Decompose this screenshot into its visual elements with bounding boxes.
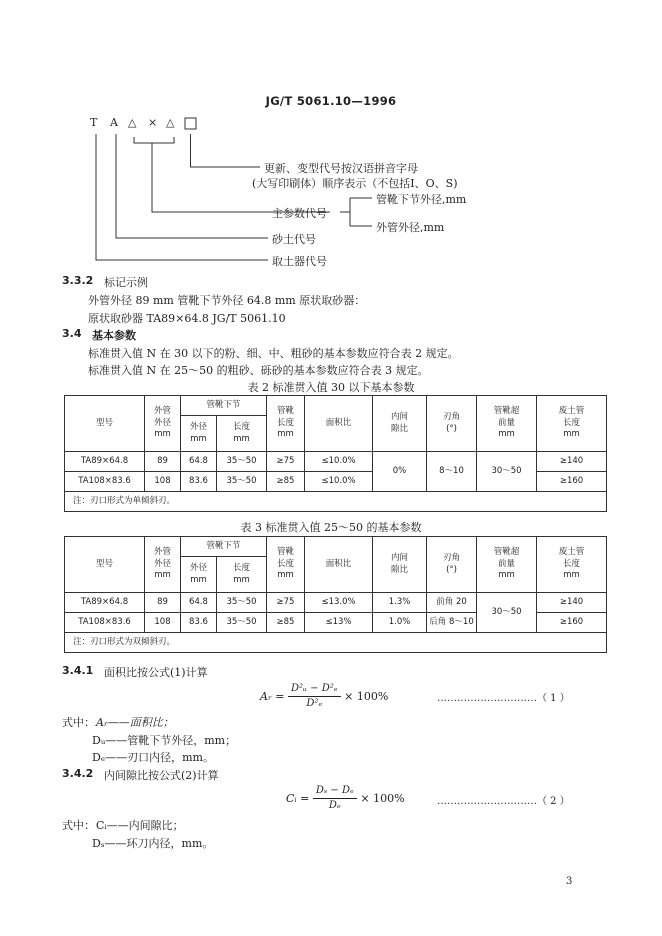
where-label-2: 式中： [62, 819, 95, 832]
table3-header-model: 型号 [65, 537, 145, 593]
definition-area-ratio: Aᵣ——面积比； [96, 716, 174, 729]
table2 [64, 395, 607, 512]
table-cell: 89 [145, 452, 181, 472]
table3-header-adv: 管靴超 前量 mm [477, 537, 537, 593]
code-times: × [148, 116, 158, 129]
table2-header-inner: 内间 隙比 [373, 396, 427, 452]
label-update-line2: (大写印刷体）顺序表示（不包括Ⅰ、O、S) [252, 177, 458, 190]
table2-header-outer: 外管 外径 mm [145, 396, 181, 452]
section-number-3-4: 3.4 [62, 327, 82, 340]
table-cell: 64.8 [181, 452, 217, 472]
table2-header-adv: 管靴超 前量 mm [477, 396, 537, 452]
section-number-3-4-1: 3.4.1 [62, 664, 94, 677]
table-cell: 83.6 [181, 472, 217, 492]
section-number-3-3-2: 3.3.2 [62, 274, 94, 287]
section-title-3-4-2: 内间隙比按公式(2)计算 [104, 769, 219, 782]
definition-edge-id: Dₑ——刃口内径，mm。 [92, 751, 214, 764]
formula-1-numerator: D²ᵤ − D²ₑ [288, 682, 341, 697]
definition-shoe-od: Dᵤ——管靴下节外径，mm； [92, 734, 237, 747]
table2-header-area: 面积比 [305, 396, 373, 452]
label-main-param: 主参数代号 [272, 207, 327, 220]
table-cell: 1.3% [373, 593, 427, 613]
table-cell: ≥160 [537, 472, 607, 492]
table-cell: 1.0% [373, 613, 427, 633]
code-structure-diagram [0, 0, 662, 290]
table-cell: 64.8 [181, 593, 217, 613]
table3 [64, 536, 607, 653]
code-triangle-2: △ [166, 116, 175, 129]
table-cell: 0% [373, 452, 427, 492]
table3-note: 注：刃口形式为双倾斜刃。 [65, 633, 607, 653]
table2-header-model: 型号 [65, 396, 145, 452]
table-cell: 108 [145, 613, 181, 633]
params-line1: 标准贯入值 N 在 30 以下的粉、细、中、粗砂的基本参数应符合表 2 规定。 [88, 347, 459, 360]
table3-header-shoe-od: 外径 mm [181, 557, 217, 593]
update-code-box [185, 118, 196, 129]
table-cell: ≥85 [267, 472, 305, 492]
table3-header-inner: 内间 隙比 [373, 537, 427, 593]
table-cell: 前角 20 [427, 593, 477, 613]
table-cell: 30～50 [477, 452, 537, 492]
table-cell: TA108×83.6 [65, 613, 145, 633]
formula-2-numerator: Dₛ − Dₑ [313, 784, 357, 799]
section-number-3-4-2: 3.4.2 [62, 767, 94, 780]
equation-number-1: …………………………（ 1 ） [437, 693, 570, 704]
formula-1-lhs: Aᵣ = [260, 690, 285, 703]
formula-1-rhs: × 100% [344, 690, 389, 703]
where-label-1: 式中： [62, 716, 95, 729]
table3-header-shoe-len: 长度 mm [217, 557, 267, 593]
label-sand-code: 砂土代号 [272, 233, 316, 246]
table-cell: TA89×64.8 [65, 452, 145, 472]
table-cell: ≤10.0% [305, 452, 373, 472]
table3-header-area: 面积比 [305, 537, 373, 593]
table-cell: 35～50 [217, 452, 267, 472]
table2-header-shoe-od: 外径 mm [181, 416, 217, 452]
definition-inner-gap: Cᵢ——内间隙比； [96, 819, 184, 832]
table-cell: 后角 8～10 [427, 613, 477, 633]
table-cell: TA89×64.8 [65, 593, 145, 613]
table3-header-outer: 外管 外径 mm [145, 537, 181, 593]
formula-2-rhs: × 100% [360, 792, 405, 805]
table-cell: TA108×83.6 [65, 472, 145, 492]
formula-2-denominator: Dₑ [328, 800, 341, 811]
table3-header-shoe: 管靴下节 [181, 537, 267, 557]
table3-caption: 表 3 标准贯入值 25～50 的基本参数 [240, 521, 422, 534]
example-line2: 原状取砂器 TA89×64.8 JG/T 5061.10 [88, 312, 286, 325]
table-cell: 89 [145, 593, 181, 613]
section-title-3-3-2: 标记示例 [104, 276, 148, 289]
code-letter-t: T [90, 116, 98, 129]
page-number: 3 [566, 876, 573, 887]
table2-header-blade: 刃角 (°) [427, 396, 477, 452]
formula-2-fraction [313, 784, 357, 813]
table2-header-boot-len: 管靴 长度 mm [267, 396, 305, 452]
label-tube-od: 外管外径,mm [376, 221, 445, 234]
table2-caption: 表 2 标准贯入值 30 以下基本参数 [247, 381, 415, 394]
example-line1: 外管外径 89 mm 管靴下节外径 64.8 mm 原状取砂器： [88, 294, 366, 307]
formula-2 [286, 784, 405, 813]
equation-number-2: …………………………（ 2 ） [437, 796, 570, 807]
table3-header-waste: 废土管 长度 mm [537, 537, 607, 593]
definition-ring-id: Dₛ——环刀内径，mm。 [92, 837, 214, 850]
table-cell: 30～50 [477, 593, 537, 633]
table-cell: 8～10 [427, 452, 477, 492]
formula-1-denominator: D²ₑ [306, 698, 323, 709]
table-cell: ≤13.0% [305, 593, 373, 613]
table2-header-waste: 废土管 长度 mm [537, 396, 607, 452]
section-title-3-4: 基本参数 [92, 329, 136, 342]
table-cell: 35～50 [217, 593, 267, 613]
code-letter-a: A [110, 116, 118, 129]
formula-1 [260, 682, 388, 711]
table-cell: ≥75 [267, 593, 305, 613]
table3-header-boot-len: 管靴 长度 mm [267, 537, 305, 593]
label-sampler-code: 取土器代号 [272, 255, 327, 268]
table2-header-shoe-len: 长度 mm [217, 416, 267, 452]
table-cell: ≥75 [267, 452, 305, 472]
table-cell: 83.6 [181, 613, 217, 633]
page-header: JG/T 5061.10—1996 [265, 94, 397, 108]
table-cell: 108 [145, 472, 181, 492]
formula-2-lhs: Cᵢ = [286, 792, 310, 805]
formula-1-fraction [288, 682, 341, 711]
params-line2: 标准贯入值 N 在 25～50 的粗砂、砾砂的基本参数应符合表 3 规定。 [88, 364, 429, 377]
table-cell: ≤10.0% [305, 472, 373, 492]
code-triangle-1: △ [128, 116, 137, 129]
section-title-3-4-1: 面积比按公式(1)计算 [104, 666, 208, 679]
table-cell: ≥140 [537, 452, 607, 472]
table3-header-blade: 刃角 (°) [427, 537, 477, 593]
table-cell: ≤13% [305, 613, 373, 633]
table2-note: 注：刃口形式为单倾斜刃。 [65, 492, 607, 512]
table-cell: 35～50 [217, 613, 267, 633]
label-update-line1: 更新、变型代号按汉语拼音字母 [264, 162, 418, 175]
table-cell: ≥140 [537, 593, 607, 613]
table-cell: 35～50 [217, 472, 267, 492]
label-shoe-od: 管靴下节外径,mm [376, 193, 467, 206]
table-cell: ≥160 [537, 613, 607, 633]
table-cell: ≥85 [267, 613, 305, 633]
table2-header-shoe: 管靴下节 [181, 396, 267, 416]
